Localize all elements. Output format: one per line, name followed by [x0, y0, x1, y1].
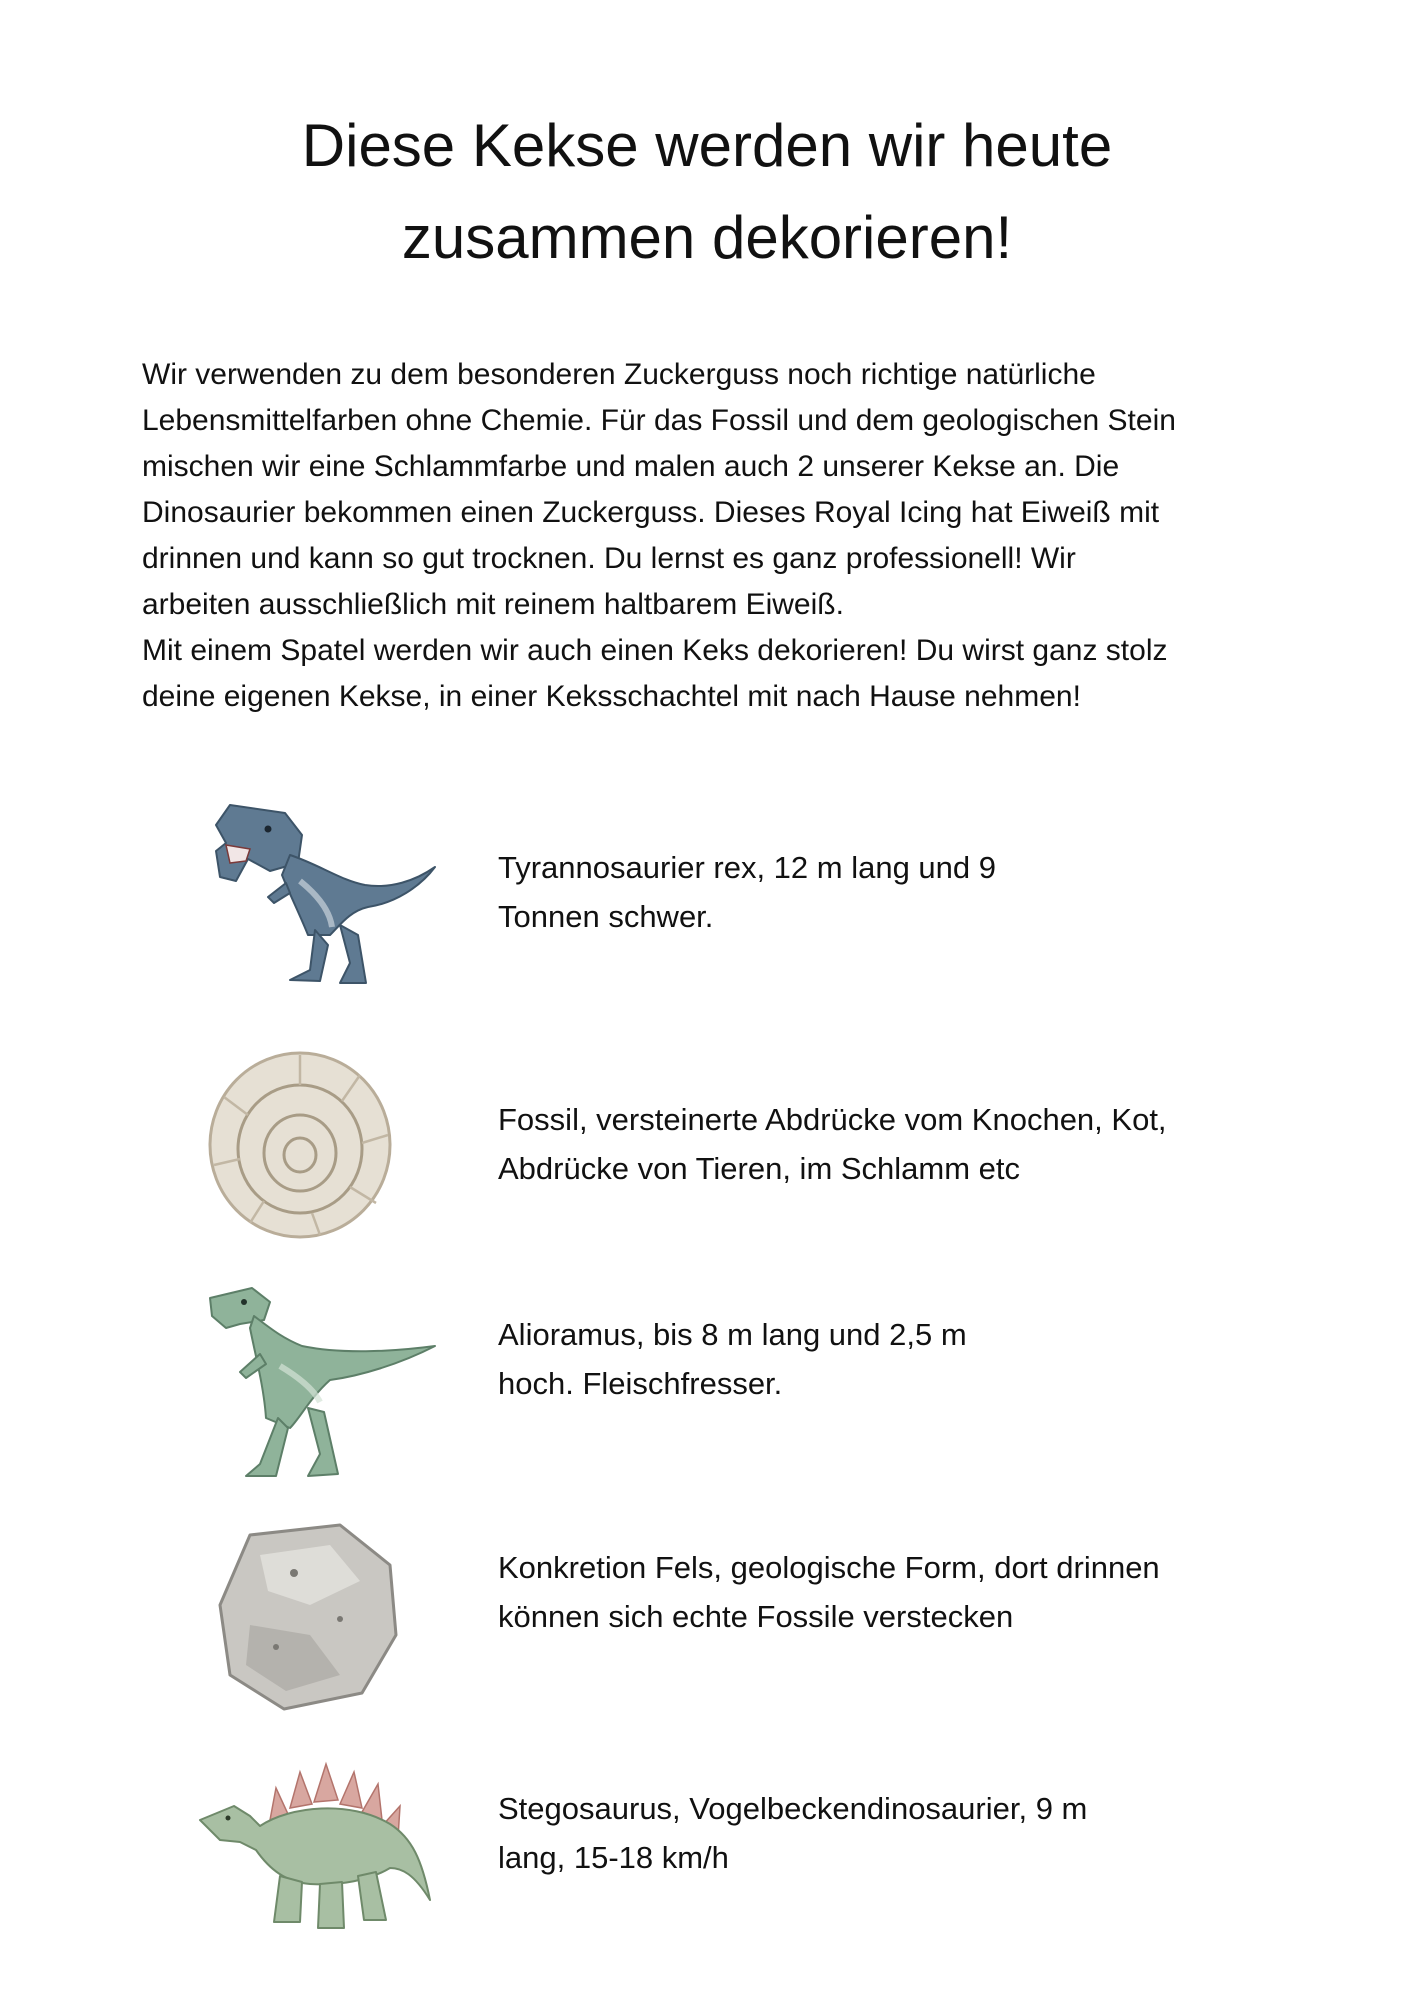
item-description-line: Alioramus, bis 8 m lang und 2,5 m: [498, 1317, 967, 1352]
item-description-line: hoch. Fleischfresser.: [498, 1366, 783, 1401]
item-description-line: Stegosaurus, Vogelbeckendinosaurier, 9 m: [498, 1791, 1088, 1826]
item-description: [498, 1095, 1338, 1193]
item-description-line: Abdrücke von Tieren, im Schlamm etc: [498, 1151, 1021, 1186]
tyrannosaurus-icon: [190, 785, 450, 995]
item-description-line: Fossil, versteinerte Abdrücke vom Knochen, Kot,: [498, 1102, 1167, 1137]
intro-line: Mit einem Spatel werden wir auch einen Keks dekorieren! Du wirst ganz stolz: [142, 634, 1168, 667]
concretion-rock-icon: [190, 1515, 450, 1715]
alioramus-icon: [190, 1268, 450, 1488]
intro-line: deine eigenen Kekse, in einer Keksschachtel mit nach Hause nehmen!: [142, 680, 1081, 713]
stegosaurus-icon: [190, 1750, 450, 1940]
item-description: [498, 1784, 1338, 1882]
ammonite-fossil-icon: [190, 1045, 450, 1245]
item-description: [498, 1310, 1338, 1408]
item-description: [498, 1543, 1338, 1641]
item-description-line: Konkretion Fels, geologische Form, dort drinnen: [498, 1550, 1160, 1585]
intro-line: Dinosaurier bekommen einen Zuckerguss. Dieses Royal Icing hat Eiweiß mit: [142, 496, 1160, 529]
intro-line: mischen wir eine Schlammfarbe und malen auch 2 unserer Kekse an. Die: [142, 450, 1120, 483]
item-description-line: können sich echte Fossile verstecken: [498, 1599, 1014, 1634]
item-description-line: Tyrannosaurier rex, 12 m lang und 9: [498, 850, 996, 885]
intro-line: Lebensmittelfarben ohne Chemie. Für das Fossil und dem geologischen Stein: [142, 404, 1176, 437]
intro-line: arbeiten ausschließlich mit reinem haltbarem Eiweiß.: [142, 588, 844, 621]
intro-paragraph: [142, 352, 1302, 720]
page-title: [0, 100, 1414, 284]
item-description-line: lang, 15-18 km/h: [498, 1840, 729, 1875]
page-title-line-2: zusammen dekorieren!: [401, 204, 1013, 271]
intro-line: Wir verwenden zu dem besonderen Zuckerguss noch richtige natürliche: [142, 358, 1096, 391]
page-title-line-1: Diese Kekse werden wir heute: [301, 112, 1113, 179]
item-description: [498, 843, 1338, 941]
item-description-line: Tonnen schwer.: [498, 899, 714, 934]
intro-line: drinnen und kann so gut trocknen. Du lernst es ganz professionell! Wir: [142, 542, 1076, 575]
